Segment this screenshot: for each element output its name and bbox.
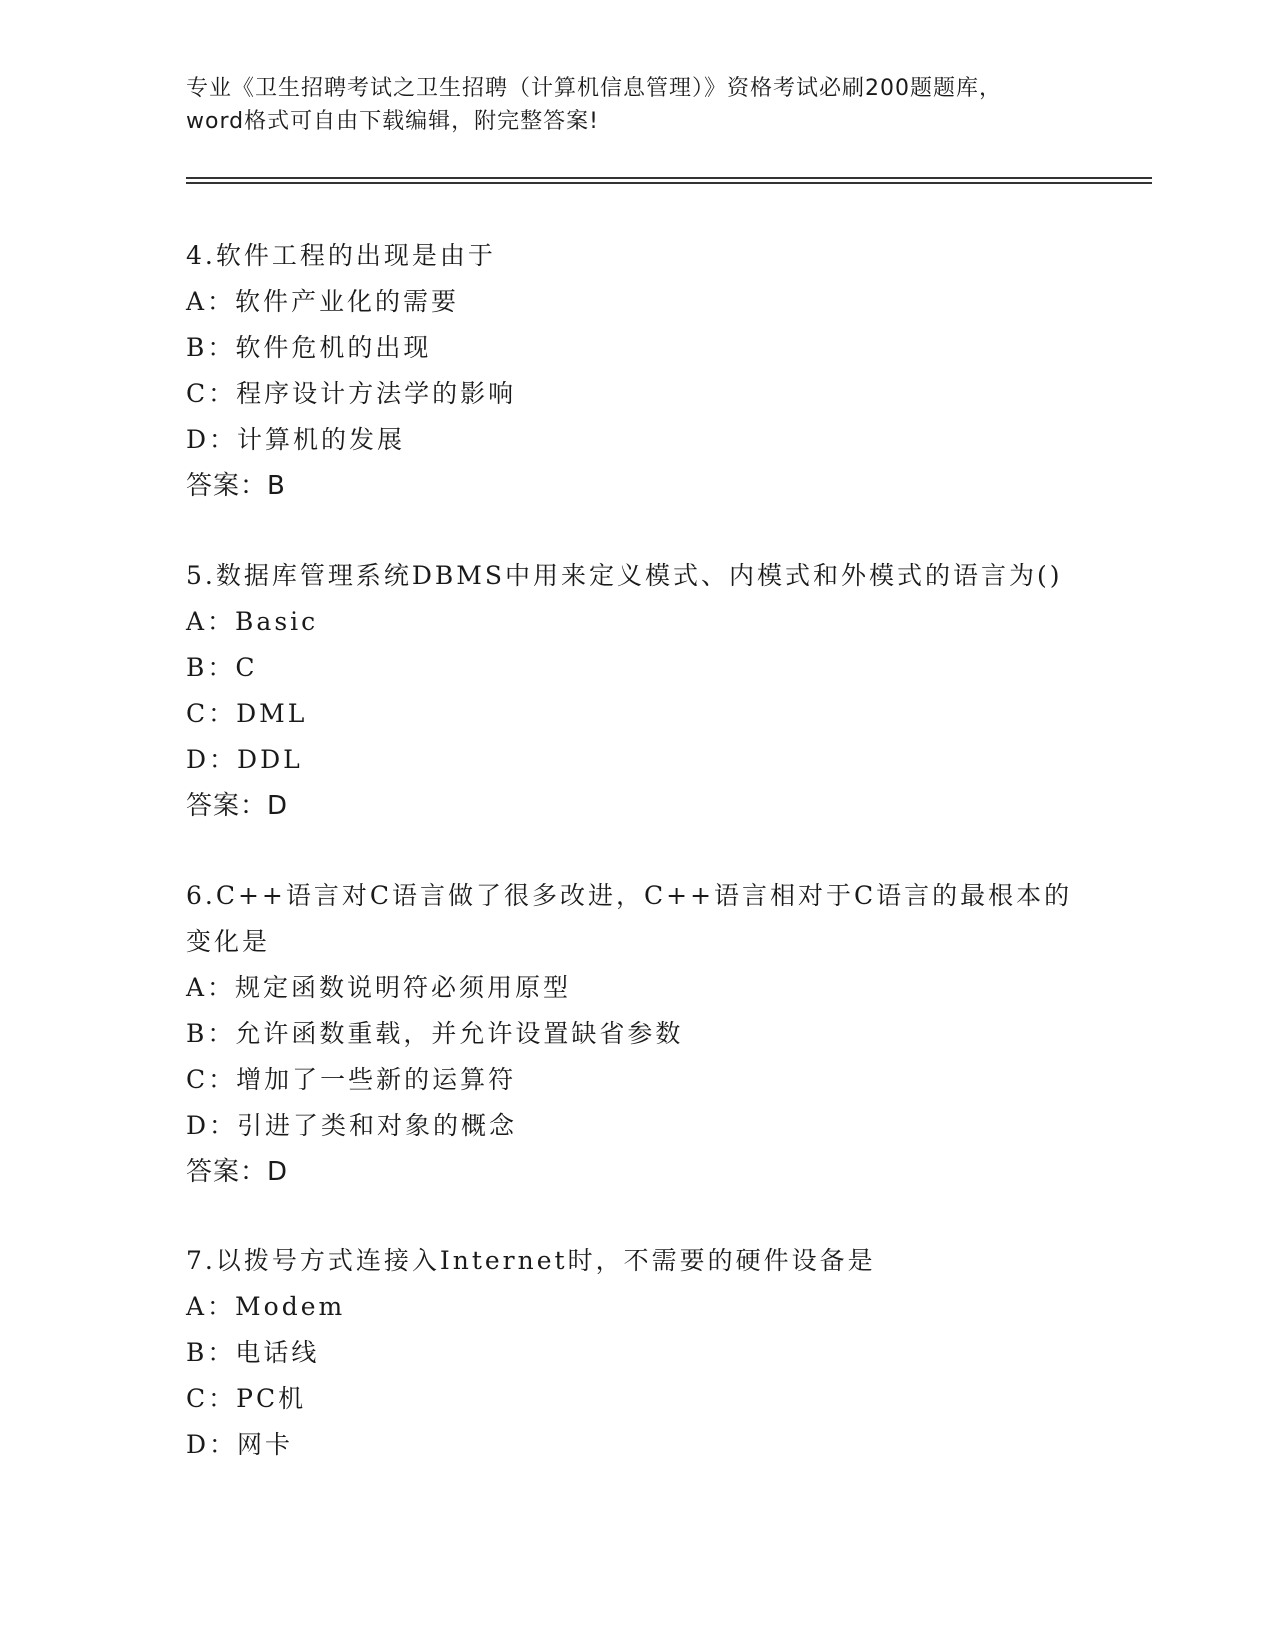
option-b: B：软件危机的出现 <box>186 333 432 362</box>
question-7 <box>186 1238 1086 1468</box>
answer-line: 答案：B <box>186 471 286 501</box>
option-b: B：C <box>186 653 258 682</box>
option-d: D：DDL <box>186 745 303 774</box>
option-c: C：PC机 <box>186 1384 307 1413</box>
option-c: C：增加了一些新的运算符 <box>186 1065 517 1094</box>
header-title-line-1: 专业《卫生招聘考试之卫生招聘（计算机信息管理）》资格考试必刷200题题库， <box>186 76 1002 101</box>
question-stem: 6.C++语言对C语言做了很多改进，C++语言相对于C语言的最根本的 <box>186 881 1073 910</box>
option-d: D：引进了类和对象的概念 <box>186 1111 518 1140</box>
option-a: A：软件产业化的需要 <box>186 287 460 316</box>
question-4 <box>186 233 1086 509</box>
question-stem: 4.软件工程的出现是由于 <box>186 241 496 270</box>
option-b: B：允许函数重载，并允许设置缺省参数 <box>186 1019 684 1048</box>
header-divider-bottom <box>186 182 1152 184</box>
answer-line: 答案：D <box>186 791 289 821</box>
question-6 <box>186 873 1086 1195</box>
question-stem: 5.数据库管理系统DBMS中用来定义模式、内模式和外模式的语言为() <box>186 561 1063 590</box>
option-a: A：Basic <box>186 607 319 636</box>
option-a: A：规定函数说明符必须用原型 <box>186 973 572 1002</box>
header-title-line-2: word格式可自由下载编辑，附完整答案! <box>186 109 599 134</box>
option-d: D：网卡 <box>186 1430 294 1459</box>
question-5 <box>186 553 1086 829</box>
answer-line: 答案：D <box>186 1157 289 1187</box>
option-a: A：Modem <box>186 1292 346 1321</box>
question-stem-continued: 变化是 <box>186 927 271 956</box>
option-c: C：DML <box>186 699 308 728</box>
header-divider-top <box>186 177 1152 179</box>
document-header <box>186 72 1086 138</box>
option-d: D：计算机的发展 <box>186 425 406 454</box>
option-b: B：电话线 <box>186 1338 320 1367</box>
option-c: C：程序设计方法学的影响 <box>186 379 517 408</box>
question-stem: 7.以拨号方式连接入Internet时，不需要的硬件设备是 <box>186 1246 876 1275</box>
